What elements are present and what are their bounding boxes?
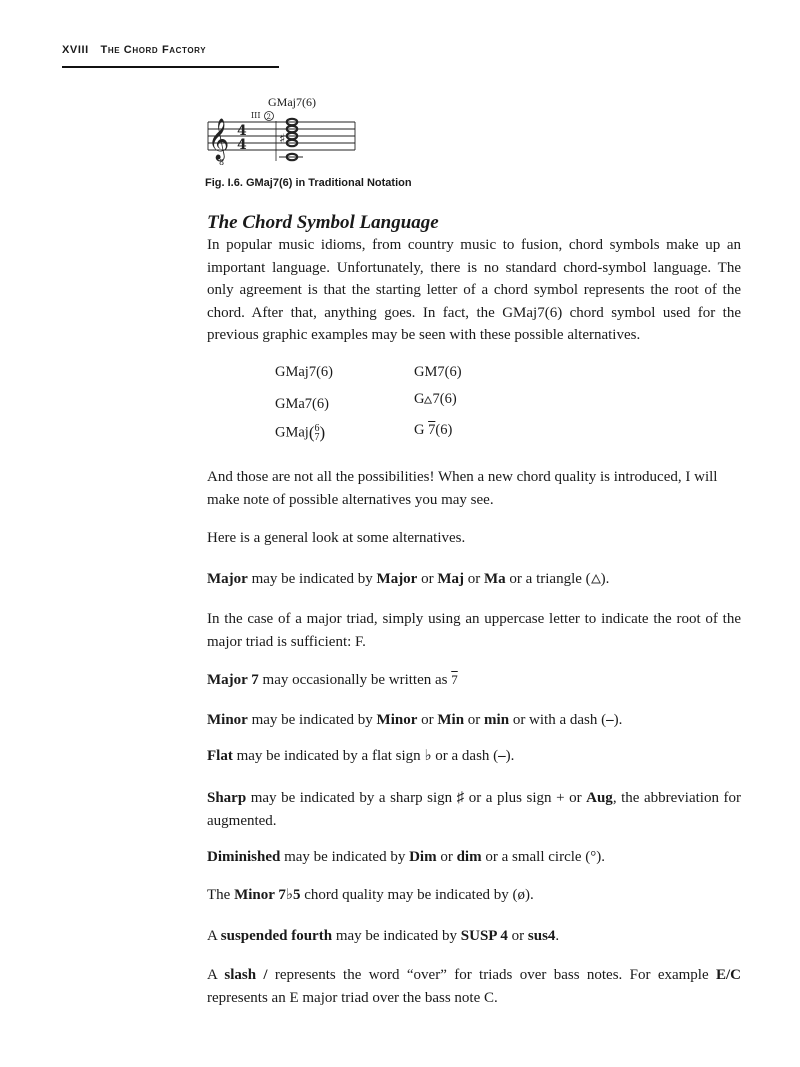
- flat-paragraph: Flat may be indicated by a flat sign ♭ or a dash (–).: [207, 745, 741, 768]
- staff-notation: [205, 95, 365, 173]
- circle-icon: °: [590, 849, 597, 865]
- running-head: [62, 44, 206, 56]
- alternative-1: GMaj7(6): [275, 364, 333, 380]
- triangle-icon: [591, 574, 601, 584]
- sharp-paragraph: Sharp may be indicated by a sharp sign ♯ or a plus sign + or Aug, the abbreviation for augmented.: [207, 787, 741, 832]
- svg-text:♯: ♯: [279, 132, 286, 147]
- alt6-prefix: G: [414, 422, 425, 438]
- alt5-prefix: GMaj: [275, 424, 309, 441]
- svg-text:8: 8: [219, 158, 225, 167]
- alt6-suffix: (6): [435, 422, 453, 438]
- flat-icon: ♭: [424, 748, 432, 764]
- svg-text:𝄞: 𝄞: [208, 119, 230, 160]
- major7-paragraph: Major 7 may occasionally be written as 7: [207, 669, 741, 692]
- major-triad-paragraph: In the case of a major triad, simply using an uppercase letter to indicate the root of the major triad is sufficient: F.: [207, 611, 741, 650]
- page-number: XVIII: [62, 44, 89, 56]
- alternative-4: [414, 391, 457, 408]
- alternative-5: GMaj(6 7): [275, 423, 326, 443]
- header-rule: [62, 66, 279, 68]
- slash-paragraph: A slash / represents the word “over” for triads over bass notes. For example E/C represents an E major triad over the bass note C.: [207, 967, 741, 1006]
- alternative-2: GM7(6): [414, 364, 462, 380]
- general-look-paragraph: Here is a general look at some alternatives.: [207, 530, 466, 546]
- minor-paragraph: Minor may be indicated by Minor or Min or min or with a dash (–).: [207, 712, 623, 728]
- diminished-paragraph: Diminished may be indicated by Dim or dim or a small circle (°).: [207, 846, 741, 869]
- svg-text:4: 4: [237, 137, 247, 153]
- half-diminished-paragraph: The Minor 7♭5 chord quality may be indicated by (ø).: [207, 884, 741, 907]
- alt4-prefix: G: [414, 391, 425, 407]
- major-paragraph: Major may be indicated by Major or Maj or Ma or a triangle ( ).: [207, 571, 610, 587]
- alternative-3: GMa7(6): [275, 396, 329, 412]
- slashed-seven-symbol: 7: [451, 672, 458, 687]
- running-title: The Chord Factory: [100, 44, 207, 56]
- string-number: 2: [266, 113, 271, 121]
- possibilities-paragraph: And those are not all the possibilities! When a new chord quality is introduced, I will make note of possible alternatives you may see.: [207, 469, 718, 508]
- notation-figure: [205, 95, 365, 173]
- half-diminished-icon: ø: [517, 887, 525, 903]
- figure-caption: Fig. I.6. GMaj7(6) in Traditional Notation: [205, 177, 412, 189]
- position-marker: III: [251, 111, 261, 120]
- figure-chord-label: GMaj7(6): [268, 95, 316, 109]
- alt5-bottom: 7: [314, 432, 320, 443]
- svg-text:4: 4: [237, 123, 247, 139]
- alt6-slashed-seven: 7: [428, 422, 436, 438]
- alt5-top: 6: [314, 423, 320, 434]
- alternative-6: [414, 422, 452, 439]
- section-title: The Chord Symbol Language: [207, 212, 439, 233]
- alt4-suffix: 7(6): [432, 391, 457, 407]
- intro-paragraph: In popular music idioms, from country music to fusion, chord symbols make up an important language. Unfortunately, there is no standard chord-symbol language. The only agreement is that the starting letter of a chord symbol represents the root of the chord. After that, anything goes. In fact, the GMaj7(6) chord symbol used for the previous graphic examples may be seen with these possible alternatives.: [207, 237, 741, 343]
- sharp-icon: ♯: [456, 790, 465, 806]
- suspended-paragraph: A suspended fourth may be indicated by SUSP 4 or sus4.: [207, 928, 560, 944]
